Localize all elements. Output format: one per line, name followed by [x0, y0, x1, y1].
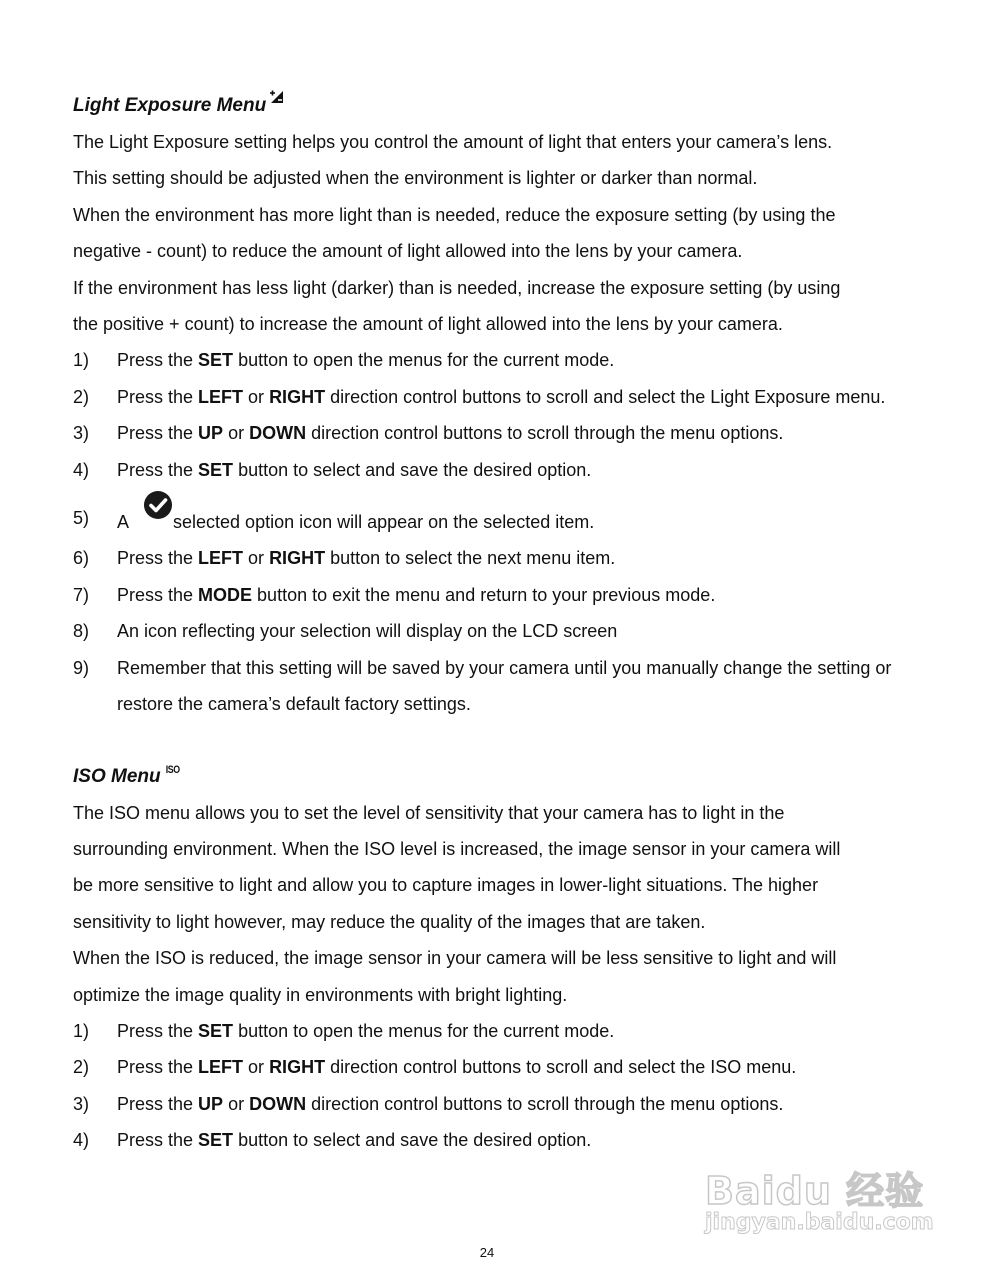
step-pre: Press the: [117, 423, 199, 444]
step-post: button to open the menus for the current mode.: [233, 350, 615, 371]
paragraph-line: surrounding environment. When the ISO level is increased, the image sensor in your camera will: [73, 838, 841, 859]
step-key: DOWN: [249, 423, 307, 444]
list-item: [73, 613, 933, 649]
step-key: MODE: [198, 584, 253, 605]
step-post: button to select and save the desired option.: [233, 459, 592, 480]
step-key: UP: [198, 1093, 224, 1114]
paragraph-line: The ISO menu allows you to set the level of sensitivity that your camera has to light in the: [73, 802, 785, 823]
step-key: DOWN: [249, 1093, 307, 1114]
step-mid: or: [243, 1057, 270, 1078]
list-item: [73, 1049, 933, 1085]
paragraph-line: optimize the image quality in environments with bright lighting.: [73, 984, 568, 1005]
step-number: 1): [73, 1020, 90, 1041]
step-mid: or: [223, 1093, 250, 1114]
step-pre: Press the: [117, 1020, 199, 1041]
light-exposure-steps: [73, 342, 933, 722]
step-text: [117, 1013, 933, 1049]
list-item: [73, 415, 933, 451]
step-pre: Press the: [117, 584, 199, 605]
section-heading-iso: [73, 759, 933, 795]
step-post: button to open the menus for the current mode.: [233, 1020, 615, 1041]
step-number: 8): [73, 621, 90, 642]
step-number: 3): [73, 423, 90, 444]
list-item: [73, 1086, 933, 1122]
step-text: [117, 577, 933, 613]
page-number: 24: [479, 1245, 495, 1260]
step-text: [117, 415, 933, 451]
step-text: An icon reflecting your selection will display on the LCD screen: [117, 621, 618, 642]
watermark-url: jingyan.baidu.com: [705, 1210, 934, 1235]
step-number: 9): [73, 657, 90, 678]
step-key: RIGHT: [269, 548, 326, 569]
document-page: [73, 88, 933, 1159]
paragraph-line: When the ISO is reduced, the image sensor in your camera will be less sensitive to light and will: [73, 948, 837, 969]
step-pre: Press the: [117, 1130, 199, 1151]
step-key: RIGHT: [269, 1057, 326, 1078]
step-pre: Press the: [117, 350, 199, 371]
step-post: button to exit the menu and return to your previous mode.: [252, 584, 716, 605]
step-post: button to select and save the desired option.: [233, 1130, 592, 1151]
step-pre: Press the: [117, 459, 199, 480]
paragraph-line: This setting should be adjusted when the environment is lighter or darker than normal.: [73, 168, 758, 189]
step-key: RIGHT: [269, 386, 326, 407]
step-number: 6): [73, 548, 90, 569]
list-item: [73, 1013, 933, 1049]
step-text: [117, 1049, 933, 1085]
step-text: [117, 1086, 933, 1122]
baidu-watermark: [705, 1160, 945, 1245]
list-item: [73, 342, 933, 378]
step-text: [117, 452, 933, 488]
list-item: [73, 577, 933, 613]
step-number: 4): [73, 459, 90, 480]
step-key: LEFT: [198, 548, 244, 569]
paragraph-line: sensitivity to light however, may reduce the quality of the images that are taken.: [73, 911, 706, 932]
step-pre: A: [117, 512, 134, 533]
exposure-compensation-icon: [269, 82, 285, 118]
paragraph-line: be more sensitive to light and allow you to capture images in lower-light situations. The higher: [73, 875, 819, 896]
list-item: [73, 650, 933, 723]
paragraph-line: When the environment has more light than is needed, reduce the exposure setting (by using the: [73, 204, 836, 225]
section-heading-light-exposure: [73, 88, 933, 124]
step-mid: or: [243, 548, 270, 569]
step-pre: Press the: [117, 1057, 199, 1078]
list-item: [73, 452, 933, 488]
step-post: button to select the next menu item.: [325, 548, 616, 569]
paragraph-line: If the environment has less light (darker) than is needed, increase the exposure setting (by using: [73, 277, 841, 298]
list-item: [73, 379, 933, 415]
step-mid: or: [223, 423, 250, 444]
step-pre: Press the: [117, 386, 199, 407]
step-text: [117, 500, 933, 540]
list-item: [73, 540, 933, 576]
step-key: UP: [198, 423, 224, 444]
step-text: Remember that this setting will be saved by your camera until you manually change the setting or restore the camera’s default factory settings.: [117, 657, 892, 715]
step-mid: or: [243, 386, 270, 407]
step-pre: Press the: [117, 548, 199, 569]
list-item: [73, 500, 933, 540]
iso-icon: ISO: [165, 763, 180, 776]
step-key: LEFT: [198, 1057, 244, 1078]
step-key: SET: [198, 1130, 234, 1151]
heading-text: Light Exposure Menu: [73, 95, 267, 116]
step-key: SET: [198, 350, 234, 371]
step-text: [117, 1122, 933, 1158]
step-number: 2): [73, 386, 90, 407]
step-number: 5): [73, 508, 90, 529]
section-spacer: [73, 723, 933, 759]
paragraph-line: negative - count) to reduce the amount of light allowed into the lens by your camera.: [73, 241, 743, 262]
step-number: 4): [73, 1130, 90, 1151]
step-post: direction control buttons to scroll and select the Light Exposure menu.: [325, 386, 886, 407]
step-key: SET: [198, 459, 234, 480]
step-number: 1): [73, 350, 90, 371]
iso-steps: [73, 1013, 933, 1159]
step-text: [117, 342, 933, 378]
checkmark-circle-icon: [143, 490, 173, 520]
step-post: selected option icon will appear on the selected item.: [173, 512, 595, 533]
list-item: [73, 1122, 933, 1158]
heading-text: ISO Menu: [73, 765, 161, 787]
step-text: [117, 540, 933, 576]
paragraph-line: the positive + count) to increase the amount of light allowed into the lens by your camera.: [73, 314, 783, 335]
step-post: direction control buttons to scroll through the menu options.: [306, 1093, 784, 1114]
step-pre: Press the: [117, 1093, 199, 1114]
step-number: 3): [73, 1093, 90, 1114]
paragraph-line: The Light Exposure setting helps you control the amount of light that enters your camera’s lens.: [73, 132, 833, 152]
step-post: direction control buttons to scroll and select the ISO menu.: [325, 1057, 797, 1078]
step-key: SET: [198, 1020, 234, 1041]
step-post: direction control buttons to scroll through the menu options.: [306, 423, 784, 444]
step-number: 2): [73, 1057, 90, 1078]
step-text: [117, 379, 933, 415]
step-number: 7): [73, 584, 90, 605]
step-key: LEFT: [198, 386, 244, 407]
watermark-brand: Baidu 经验: [705, 1169, 925, 1213]
